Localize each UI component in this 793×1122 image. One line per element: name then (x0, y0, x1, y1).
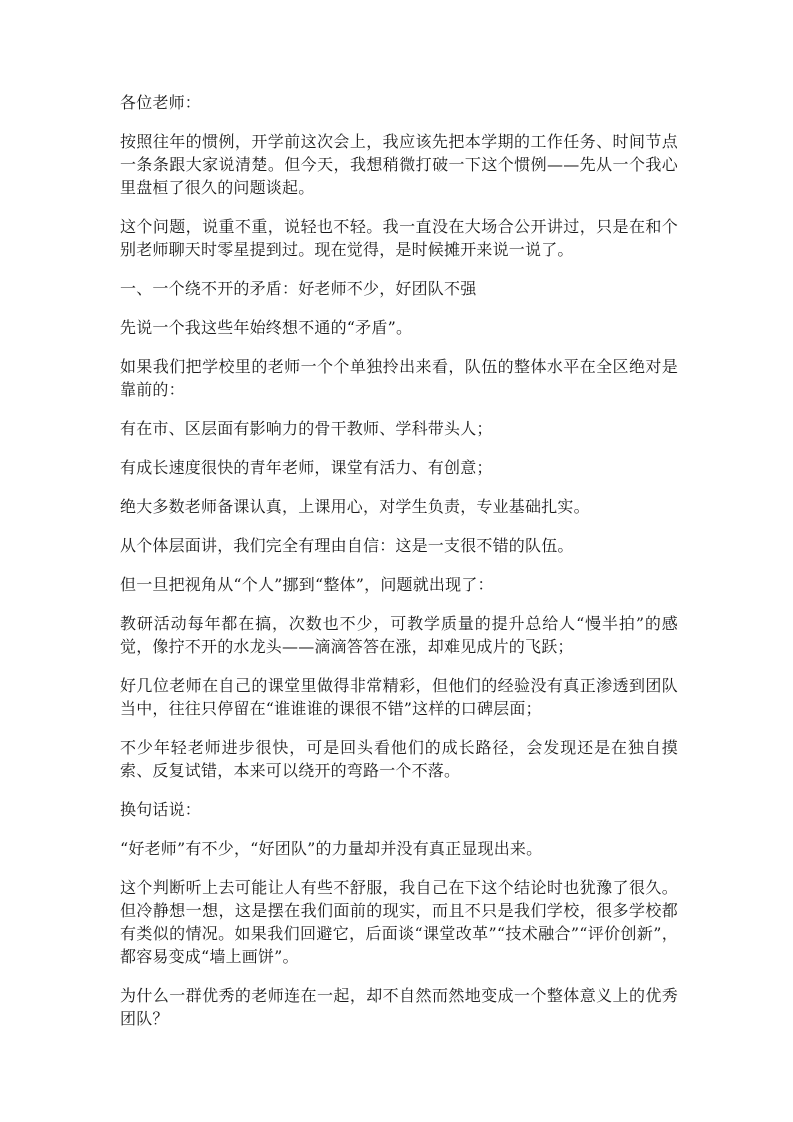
paragraph-intro: 按照往年的惯例，开学前这次会上，我应该先把本学期的工作任务、时间节点一条条跟大家说清楚。但今天，我想稍微打破一下这个惯例——先从一个我心里盘桓了很久的问题谈起。 (120, 132, 678, 197)
paragraph: 换句话说： (120, 800, 202, 819)
paragraph: “好老师”有不少，“好团队”的力量却并没有真正显现出来。 (120, 839, 543, 858)
paragraph: 但一旦把视角从“个人”挪到“整体”，问题就出现了： (120, 575, 494, 594)
document-page (120, 91, 678, 1046)
salutation: 各位老师： (120, 93, 202, 112)
list-item: 有在市、区层面有影响力的骨干教师、学科带头人； (120, 419, 493, 438)
paragraph: 这个判断听上去可能让人有些不舒服，我自己在下这个结论时也犹豫了很久。但冷静想一想，这是摆在我们面前的现实，而且不只是我们学校，很多学校都有类似的情况。如果我们回避它，后面谈“课堂改革”“技术融合”“评价创新”，都容易变成“墙上画饼”。 (120, 878, 678, 966)
section-heading-1: 一、一个绕不开的矛盾：好老师不少，好团队不强 (120, 279, 477, 298)
paragraph: 如果我们把学校里的老师一个个单独拎出来看，队伍的整体水平在全区绝对是靠前的： (120, 357, 678, 399)
list-item: 绝大多数老师备课认真，上课用心，对学生负责，专业基础扎实。 (120, 497, 590, 516)
list-item: 有成长速度很快的青年老师，课堂有活力、有创意； (120, 458, 493, 477)
paragraph: 为什么一群优秀的老师连在一起，却不自然而然地变成一个整体意义上的优秀团队？ (120, 986, 678, 1028)
list-item: 教研活动每年都在搞，次数也不少，可教学质量的提升总给人“慢半拍”的感觉，像拧不开的水龙头——滴滴答答在涨，却难见成片的飞跃； (120, 614, 678, 656)
paragraph-problem: 这个问题，说重不重，说轻也不轻。我一直没在大场合公开讲过，只是在和个别老师聊天时零星提到过。现在觉得，是时候摊开来说一说了。 (120, 217, 678, 259)
paragraph: 从个体层面讲，我们完全有理由自信：这是一支很不错的队伍。 (120, 536, 574, 555)
list-item: 不少年轻老师进步很快，可是回头看他们的成长路径，会发现还是在独自摸索、反复试错，本来可以绕开的弯路一个不落。 (120, 738, 678, 780)
paragraph: 先说一个我这些年始终想不通的“矛盾”。 (120, 318, 413, 337)
list-item: 好几位老师在自己的课堂里做得非常精彩，但他们的经验没有真正渗透到团队当中，往往只停留在“谁谁谁的课很不错”这样的口碑层面； (120, 676, 678, 718)
